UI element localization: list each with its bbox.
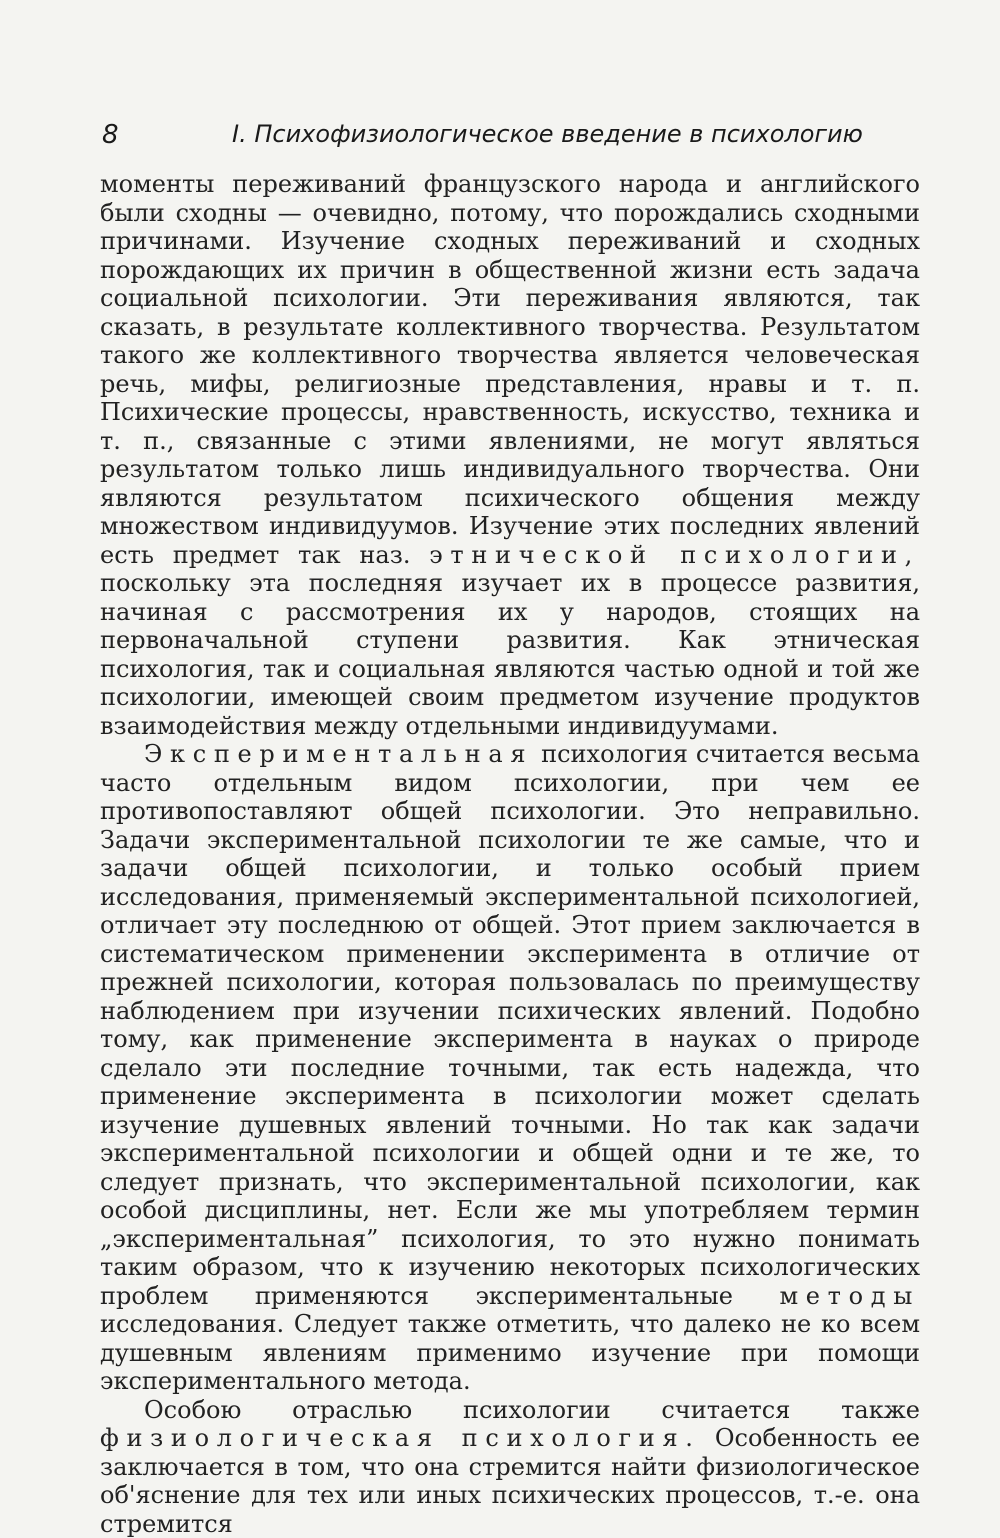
running-title: I. Психофизиологическое введение в психологию: [232, 120, 863, 148]
text-span: исследования. Следует также отметить, что далеко не ко всем душевным явлениям применимо изучение при помощи экспериментального метода.: [100, 1310, 920, 1395]
spaced-emphasis: Экспериментальная: [144, 740, 533, 768]
paragraph: [100, 170, 920, 740]
text-span: моменты переживаний французского народа и английского были сходны — очевидно, потому, что порождались сходными причинами. Изучение сходных переживаний и сходных порождающих их причин в общественной жизни есть задача социальной психологии. Эти переживания являются, так сказать, в результате коллективного творчества. Результатом такого же коллективного творчества является человеческая речь, мифы, религиозные представления, нравы и т. п. Психические процессы, нравственность, искусство, техника и т. п., связанные с этими явлениями, не могут являться результатом только лишь индивидуального творчества. Они являются результатом психического общения между множеством индивидуумов. Изучение этих последних явлений есть предмет так наз.: [100, 170, 920, 569]
paragraph: [100, 1396, 920, 1538]
page-header: [100, 120, 920, 160]
text-span: психология считается весьма часто отдельным видом психологии, при чем ее противопоставляют общей психологии. Это неправильно. Задачи экспериментальной психологии те же самые, что и задачи общей психологии, и только особый прием исследования, применяемый экспериментальной психологией, отличает эту последнюю от общей. Этот прием заключается в систематическом применении эксперимента в отличие от прежней психологии, которая пользовалась по преимуществу наблюдением при изучении психических явлений. Подобно тому, как применение эксперимента в науках о природе сделало эти последние точными, так есть надежда, что применение эксперимента в психологии может сделать изучение душевных явлений точными. Но так как задачи экспериментальной психологии и общей одни и те же, то следует признать, что экспериментальной психологии, как особой дисциплины, нет. Если же мы употребляем термин „экспериментальная” психология, то это нужно понимать таким образом, что к изучению некоторых психологических проблем применяются экспериментальные: [100, 740, 920, 1310]
spaced-emphasis: методы: [779, 1282, 920, 1310]
spaced-emphasis: физиологическая психология.: [100, 1424, 701, 1452]
paragraph: [100, 740, 920, 1396]
spaced-emphasis: этнической психологии,: [429, 541, 920, 569]
page-number: 8: [102, 120, 119, 150]
text-span: поскольку эта последняя изучает их в процессе развития, начиная с рассмотрения их у народов, стоящих на первоначальной ступени развития. Как этническая психология, так и социальная являются частью одной и той же психологии, имеющей своим предметом изучение продуктов взаимодействия между отдельными индивидуумами.: [100, 569, 920, 740]
body-text: [100, 170, 920, 1538]
text-span: Особою отраслью психологии считается также: [144, 1396, 920, 1424]
text-span: Особенность ее заключается в том, что она стремится найти физиологическое об'яснение для тех или иных психических процессов, т.-е. она стремится: [100, 1424, 920, 1538]
